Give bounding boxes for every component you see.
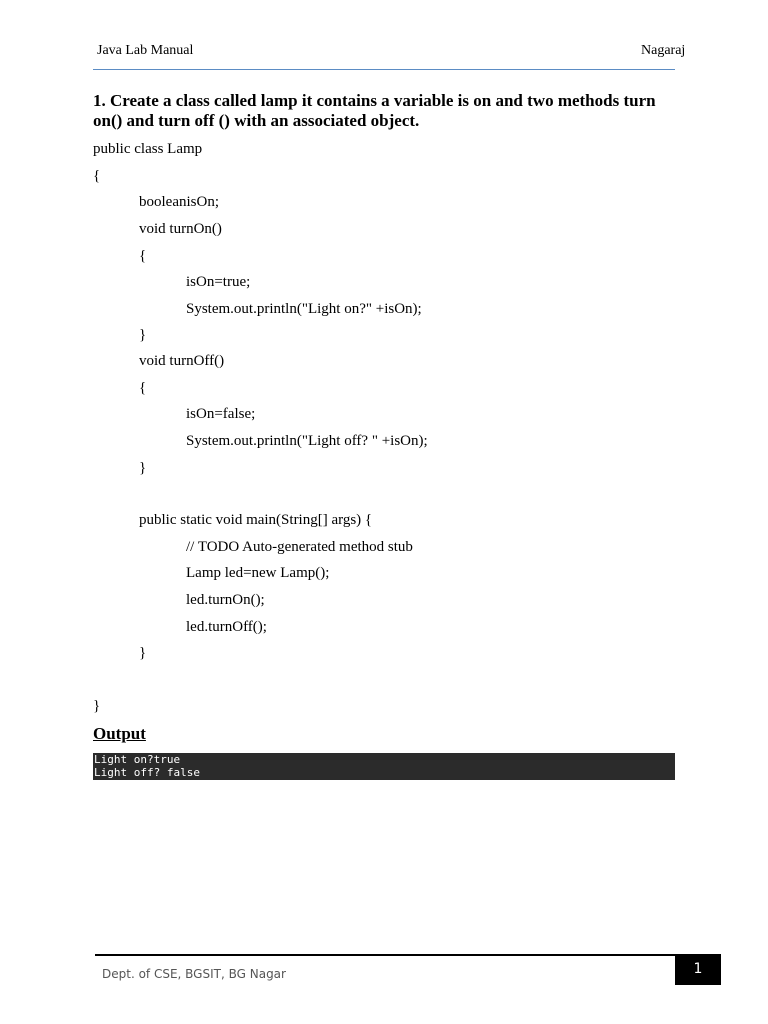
code-line: {: [93, 168, 101, 184]
code-line: }: [139, 645, 147, 661]
code-line: {: [139, 248, 147, 264]
exercise-title: 1. Create a class called lamp it contains a variable is on and two methods turn on() and turn off () with an associated object.: [93, 91, 656, 130]
code-line: public static void main(String[] args) {: [139, 512, 373, 528]
console-line: Light on?true: [94, 753, 181, 766]
code-line: }: [93, 698, 101, 714]
code-line: }: [139, 327, 147, 343]
header-title: Java Lab Manual: [97, 43, 194, 58]
code-line: {: [139, 380, 147, 396]
code-line: led.turnOn();: [186, 592, 265, 608]
code-line: Lamp led=new Lamp();: [186, 565, 330, 581]
output-heading: Output: [93, 724, 146, 743]
code-line: System.out.println("Light on?" +isOn);: [186, 301, 422, 317]
code-line: led.turnOff();: [186, 619, 267, 635]
console-line: Light off? false: [94, 766, 200, 779]
code-line: public class Lamp: [93, 141, 203, 157]
code-line: void turnOn(): [139, 221, 222, 237]
code-line: void turnOff(): [139, 353, 225, 369]
code-line: isOn=true;: [186, 274, 251, 290]
code-line: booleanisOn;: [139, 194, 219, 210]
console-output: [93, 753, 675, 780]
page-number: 1: [675, 954, 721, 985]
footer-department: Dept. of CSE, BGSIT, BG Nagar: [102, 967, 286, 981]
code-line: }: [139, 460, 147, 476]
code-line: System.out.println("Light off? " +isOn);: [186, 433, 428, 449]
code-line: isOn=false;: [186, 406, 256, 422]
footer-divider: [95, 954, 675, 956]
code-line: // TODO Auto-generated method stub: [186, 539, 413, 555]
header-author: Nagaraj: [641, 43, 686, 58]
header-divider: [93, 69, 675, 70]
